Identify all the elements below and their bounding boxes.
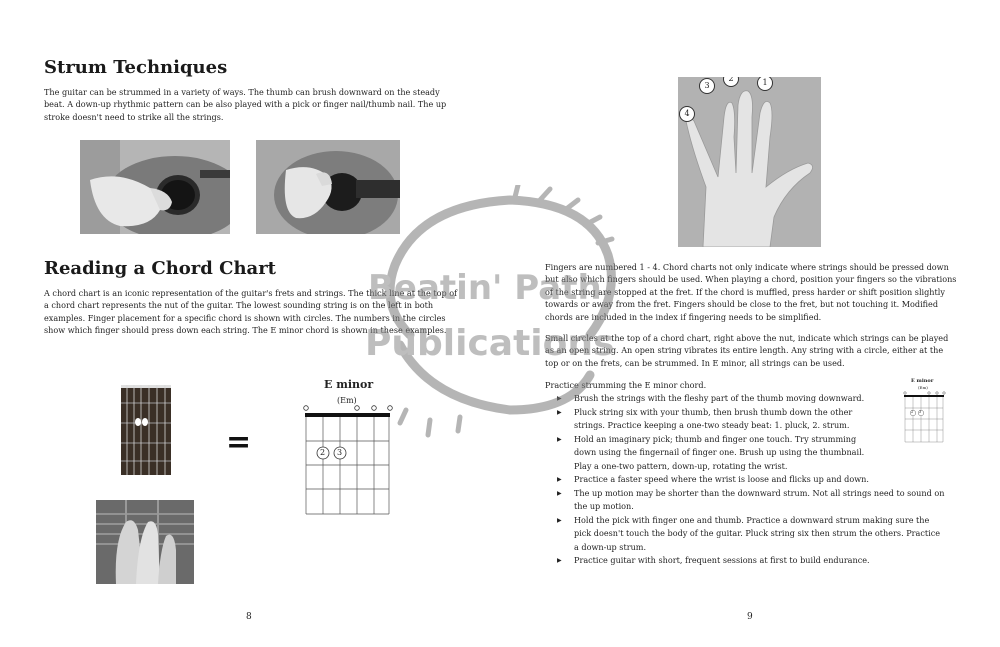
- mini-finger-label-3: 3: [919, 410, 922, 414]
- hand-finger-label-1: 1: [757, 77, 773, 91]
- fretboard-photo: [121, 385, 171, 475]
- practice-list: [556, 392, 946, 568]
- practice-item: ▶ The up motion may be shorter than the downward strum. Not all strings need to sound on the up motion.: [556, 487, 946, 514]
- e-minor-chord-chart: [300, 402, 395, 518]
- mini-chord-title: E minor: [911, 378, 934, 384]
- hand-finger-label-4: 4: [679, 106, 695, 122]
- mini-finger-label-2: 2: [911, 410, 914, 414]
- page-number-left: 8: [246, 612, 252, 622]
- practice-item: ▶ Practice a faster speed where the wrist is loose and flicks up and down.: [556, 473, 946, 487]
- watermark-line2: Publications: [365, 323, 615, 364]
- chord-hand-photo: [96, 500, 194, 584]
- hand-finger-numbers-photo: [678, 77, 821, 247]
- hand-finger-label-2: 2: [723, 77, 739, 87]
- chord-abbrev: (Em): [337, 396, 357, 405]
- practice-item: ▶ Practice guitar with short, frequent sessions at first to build endurance.: [556, 554, 946, 568]
- hand-finger-label-3: 3: [699, 78, 715, 94]
- practice-item: ▶ Hold an imaginary pick; thumb and finger one touch. Try strumming down using the fingernail of finger one. Brush up using the thumbnail. Play a one-two pattern, down-up, rotating the wrist.: [556, 433, 880, 474]
- page-number-right: 9: [747, 612, 753, 622]
- strum-techniques-paragraph: The guitar can be strummed in a variety of ways. The thumb can brush downward on the steady beat. A down-up rhythmic pattern can be also played with a pick or finger nail/thumb nail. The up stroke doesn't need to strike all the strings.: [44, 87, 447, 122]
- reading-chord-chart-paragraph: A chord chart is an iconic representation of the guitar's frets and strings. The thick line at the top of a chord chart represents the nut of the guitar. The lowest sounding string is on the left in both examples. Finger placement for a specific chord is shown with circles. The numbers in the circles show which finger should press down each string. The E minor chord is shown in these examples.: [44, 288, 458, 336]
- finger-numbering-paragraph: Fingers are numbered 1 - 4. Chord charts not only indicate where strings should be pressed down but also which fingers should be used. When playing a chord, position your fingers so the vibrations of the string are stopped at the fret. If the chord is muffled, press harder or shift position slightly towards or away from the fret. Fingers should be close to the fret, but not touching it. Modified chords are included in the index if fingering needs to be simplified.: [545, 262, 957, 322]
- finger-label-2: 2: [320, 448, 326, 457]
- practice-intro: Practice strumming the E minor chord.: [545, 380, 707, 390]
- strum-techniques-heading: Strum Techniques: [44, 57, 228, 78]
- mini-e-minor-chord-chart: [902, 390, 946, 444]
- equals-sign: =: [226, 425, 252, 460]
- chord-name: E minor: [324, 378, 374, 391]
- mini-chord-abbrev: (Em): [918, 385, 928, 390]
- finger-label-3: 3: [337, 448, 343, 457]
- open-strings-paragraph: Small circles at the top of a chord chart, right above the nut, indicate which strings can be played as an open string. An open string vibrates its entire length. Any string with a circle, either at the top or on the frets, can be strummed. In E minor, all strings can be used.: [545, 333, 949, 368]
- reading-chord-chart-heading: Reading a Chord Chart: [44, 258, 276, 279]
- watermark-line1: Beatin' Path: [368, 268, 602, 308]
- practice-item: ▶ Pluck string six with your thumb, then brush thumb down the other strings. Practice keeping a one-two steady beat: 1. pluck, 2. strum.: [556, 406, 880, 433]
- strum-photo-thumb: [80, 140, 230, 234]
- practice-item: ▶ Hold the pick with finger one and thumb. Practice a downward strum making sure the pick doesn't touch the body of the guitar. Pluck string six then strum the others. Practice a down-up strum.: [556, 514, 946, 555]
- practice-item: ▶ Brush the strings with the fleshy part of the thumb moving downward.: [556, 392, 946, 406]
- strum-photo-pick: [256, 140, 400, 234]
